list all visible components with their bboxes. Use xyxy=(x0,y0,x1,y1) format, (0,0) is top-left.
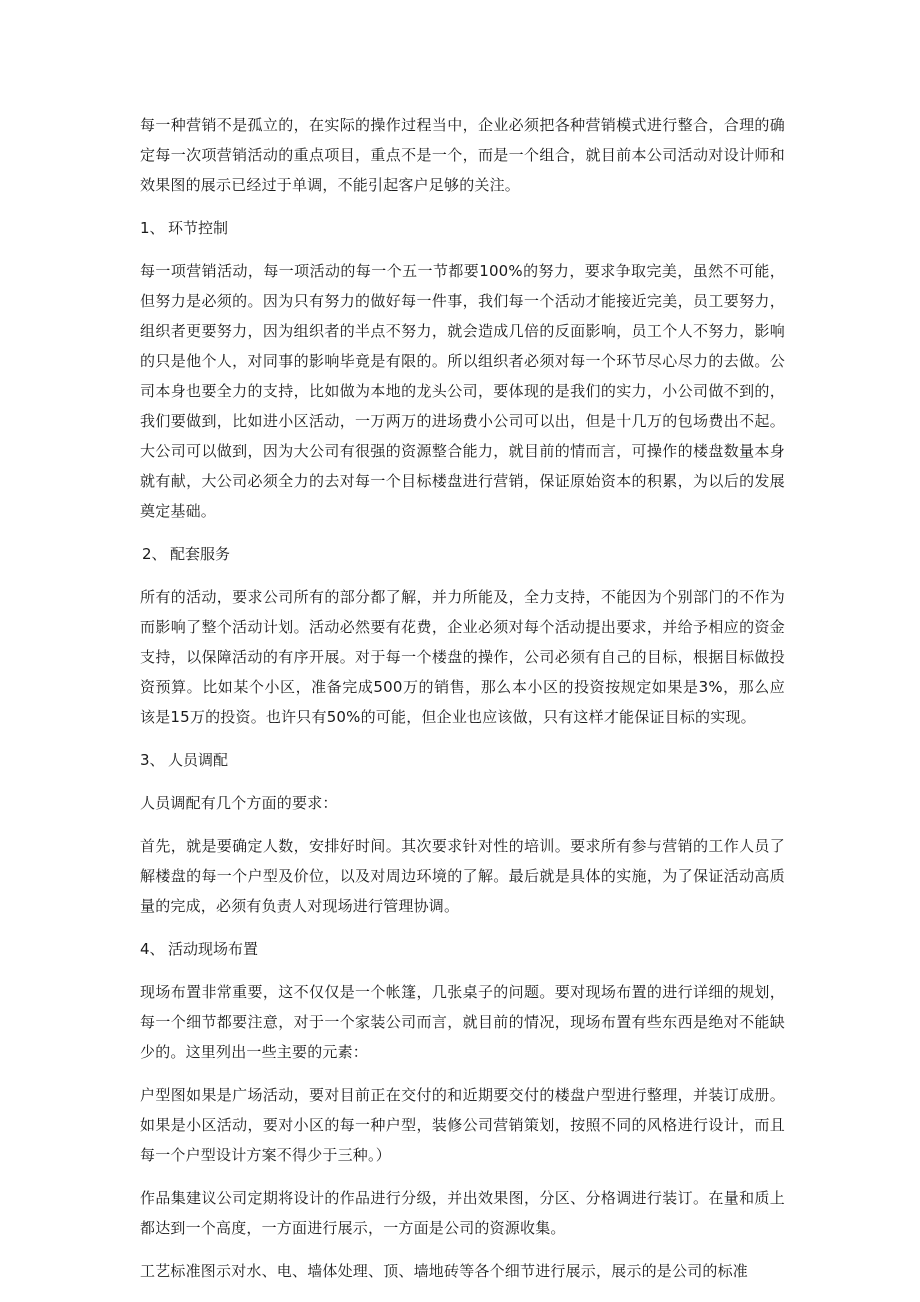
section-title: 活动现场布置 xyxy=(168,940,259,958)
intro-paragraph: 每一种营销不是孤立的，在实际的操作过程当中，企业必须把各种营销模式进行整合，合理的确定每一次项营销活动的重点项目，重点不是一个，而是一个组合，就目前本公司活动对设计师和效果图的展示已经过于单调，不能引起客户足够的关注。 xyxy=(140,116,785,194)
section-number: 1、 xyxy=(140,219,165,237)
section-number: 4、 xyxy=(140,940,165,958)
section-title: 环节控制 xyxy=(168,219,229,237)
section-heading-3 xyxy=(140,745,785,775)
document-page xyxy=(140,110,785,1299)
section-title: 人员调配 xyxy=(168,751,229,769)
section-heading-4 xyxy=(140,934,785,964)
section-4-paragraph-3: 作品集建议公司定期将设计的作品进行分级，并出效果图，分区、分格调进行装订。在量和质上都达到一个高度，一方面进行展示，一方面是公司的资源收集。 xyxy=(140,1189,785,1237)
section-number: 2、 xyxy=(142,545,167,563)
section-heading-1 xyxy=(140,213,785,243)
section-heading-2 xyxy=(140,539,785,569)
section-2-paragraph-1: 所有的活动，要求公司所有的部分都了解，并力所能及，全力支持，不能因为个别部门的不作为而影响了整个活动计划。活动必然要有花费，企业必须对每个活动提出要求，并给予相应的资金支持，以保障活动的有序开展。对于每一个楼盘的操作，公司必须有自己的目标，根据目标做投资预算。比如某个小区，准备完成500万的销售，那么本小区的投资按规定如果是3%，那么应该是15万的投资。也许只有50%的可能，但企业也应该做，只有这样才能保证目标的实现。 xyxy=(140,588,785,726)
section-4-paragraph-1: 现场布置非常重要，这不仅仅是一个帐篷，几张桌子的问题。要对现场布置的进行详细的规划，每一个细节都要注意，对于一个家装公司而言，就目前的情况，现场布置有些东西是绝对不能缺少的。这里列出一些主要的元素： xyxy=(140,983,785,1061)
section-4-paragraph-4: 工艺标准图示对水、电、墙体处理、顶、墙地砖等各个细节进行展示，展示的是公司的标准 xyxy=(140,1262,749,1280)
section-number: 3、 xyxy=(140,751,165,769)
section-title: 配套服务 xyxy=(170,545,231,563)
section-1-paragraph-1: 每一项营销活动，每一项活动的每一个五一节都要100%的努力，要求争取完美，虽然不可能，但努力是必须的。因为只有努力的做好每一件事，我们每一个活动才能接近完美，员工要努力，组织者更要努力，因为组织者的半点不努力，就会造成几倍的反面影响，员工个人不努力，影响的只是他个人，对同事的影响毕竟是有限的。所以组织者必须对每一个环节尽心尽力的去做。公司本身也要全力的支持，比如做为本地的龙头公司，要体现的是我们的实力，小公司做不到的，我们要做到，比如进小区活动，一万两万的进场费小公司可以出，但是十几万的包场费出不起。大公司可以做到，因为大公司有很强的资源整合能力，就目前的情而言，可操作的楼盘数量本身就有献，大公司必须全力的去对每一个目标楼盘进行营销，保证原始资本的积累，为以后的发展奠定基础。 xyxy=(140,262,785,520)
section-4-paragraph-2: 户型图如果是广场活动，要对目前正在交付的和近期要交付的楼盘户型进行整理，并装订成册。如果是小区活动，要对小区的每一种户型，装修公司营销策划，按照不同的风格进行设计，而且每一个户型设计方案不得少于三种。） xyxy=(140,1086,785,1164)
section-3-paragraph-1: 人员调配有几个方面的要求： xyxy=(140,794,338,812)
section-3-paragraph-2: 首先，就是要确定人数，安排好时间。其次要求针对性的培训。要求所有参与营销的工作人员了解楼盘的每一个户型及价位，以及对周边环境的了解。最后就是具体的实施，为了保证活动高质量的完成，必须有负责人对现场进行管理协调。 xyxy=(140,837,785,915)
